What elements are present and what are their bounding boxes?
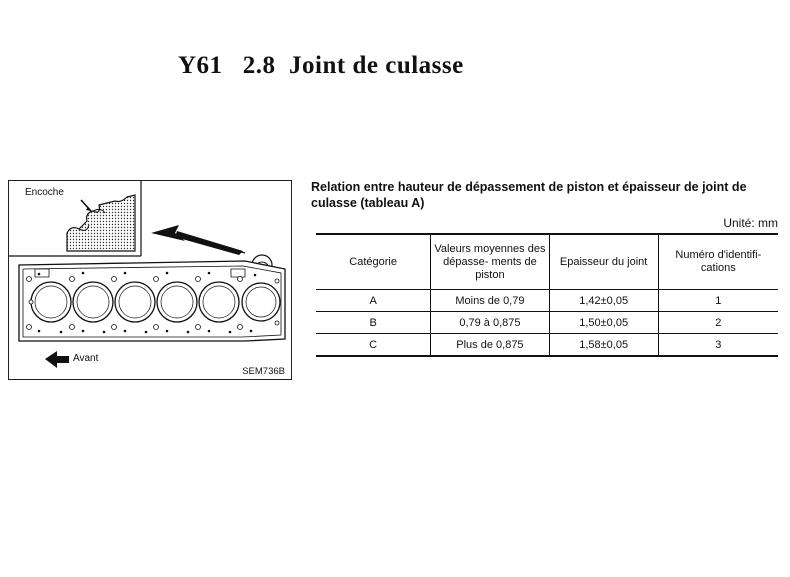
cell-id-number: 3 bbox=[658, 334, 778, 357]
cell-id-number: 2 bbox=[658, 312, 778, 334]
cell-id-number: 1 bbox=[658, 290, 778, 312]
header-thickness: Epaisseur du joint bbox=[549, 234, 658, 290]
table-caption: Relation entre hauteur de dépassement de piston et épaisseur de joint de culasse (tableau A) bbox=[311, 180, 747, 210]
page-title: Y61 2.8 Joint de culasse bbox=[178, 52, 464, 79]
head-gasket bbox=[19, 261, 285, 341]
cell-avg-values: Plus de 0,875 bbox=[431, 334, 549, 357]
header-category: Catégorie bbox=[316, 234, 431, 290]
front-arrow-icon bbox=[45, 351, 69, 368]
table-row bbox=[316, 334, 778, 357]
gasket-diagram bbox=[8, 180, 292, 380]
cell-avg-values: 0,79 à 0,875 bbox=[431, 312, 549, 334]
gasket-illustration bbox=[9, 181, 293, 381]
table-row bbox=[316, 312, 778, 334]
detail-arrow bbox=[151, 225, 245, 255]
cell-category: A bbox=[316, 290, 431, 312]
cell-thickness: 1,50±0,05 bbox=[549, 312, 658, 334]
unit-label: Unité: mm bbox=[723, 216, 778, 230]
gasket-thickness-table bbox=[316, 233, 778, 357]
cell-avg-values: Moins de 0,79 bbox=[431, 290, 549, 312]
header-avg-values: Valeurs moyennes des dépasse- ments de piston bbox=[431, 234, 549, 290]
cell-category: C bbox=[316, 334, 431, 357]
figure-ref-code: SEM736B bbox=[242, 366, 285, 377]
header-id-number: Numéro d'identifi- cations bbox=[658, 234, 778, 290]
cell-category: B bbox=[316, 312, 431, 334]
cell-thickness: 1,58±0,05 bbox=[549, 334, 658, 357]
notch-label: Encoche bbox=[25, 187, 64, 198]
table-row bbox=[316, 290, 778, 312]
table-header-row bbox=[316, 234, 778, 290]
front-label: Avant bbox=[73, 353, 99, 364]
cell-thickness: 1,42±0,05 bbox=[549, 290, 658, 312]
